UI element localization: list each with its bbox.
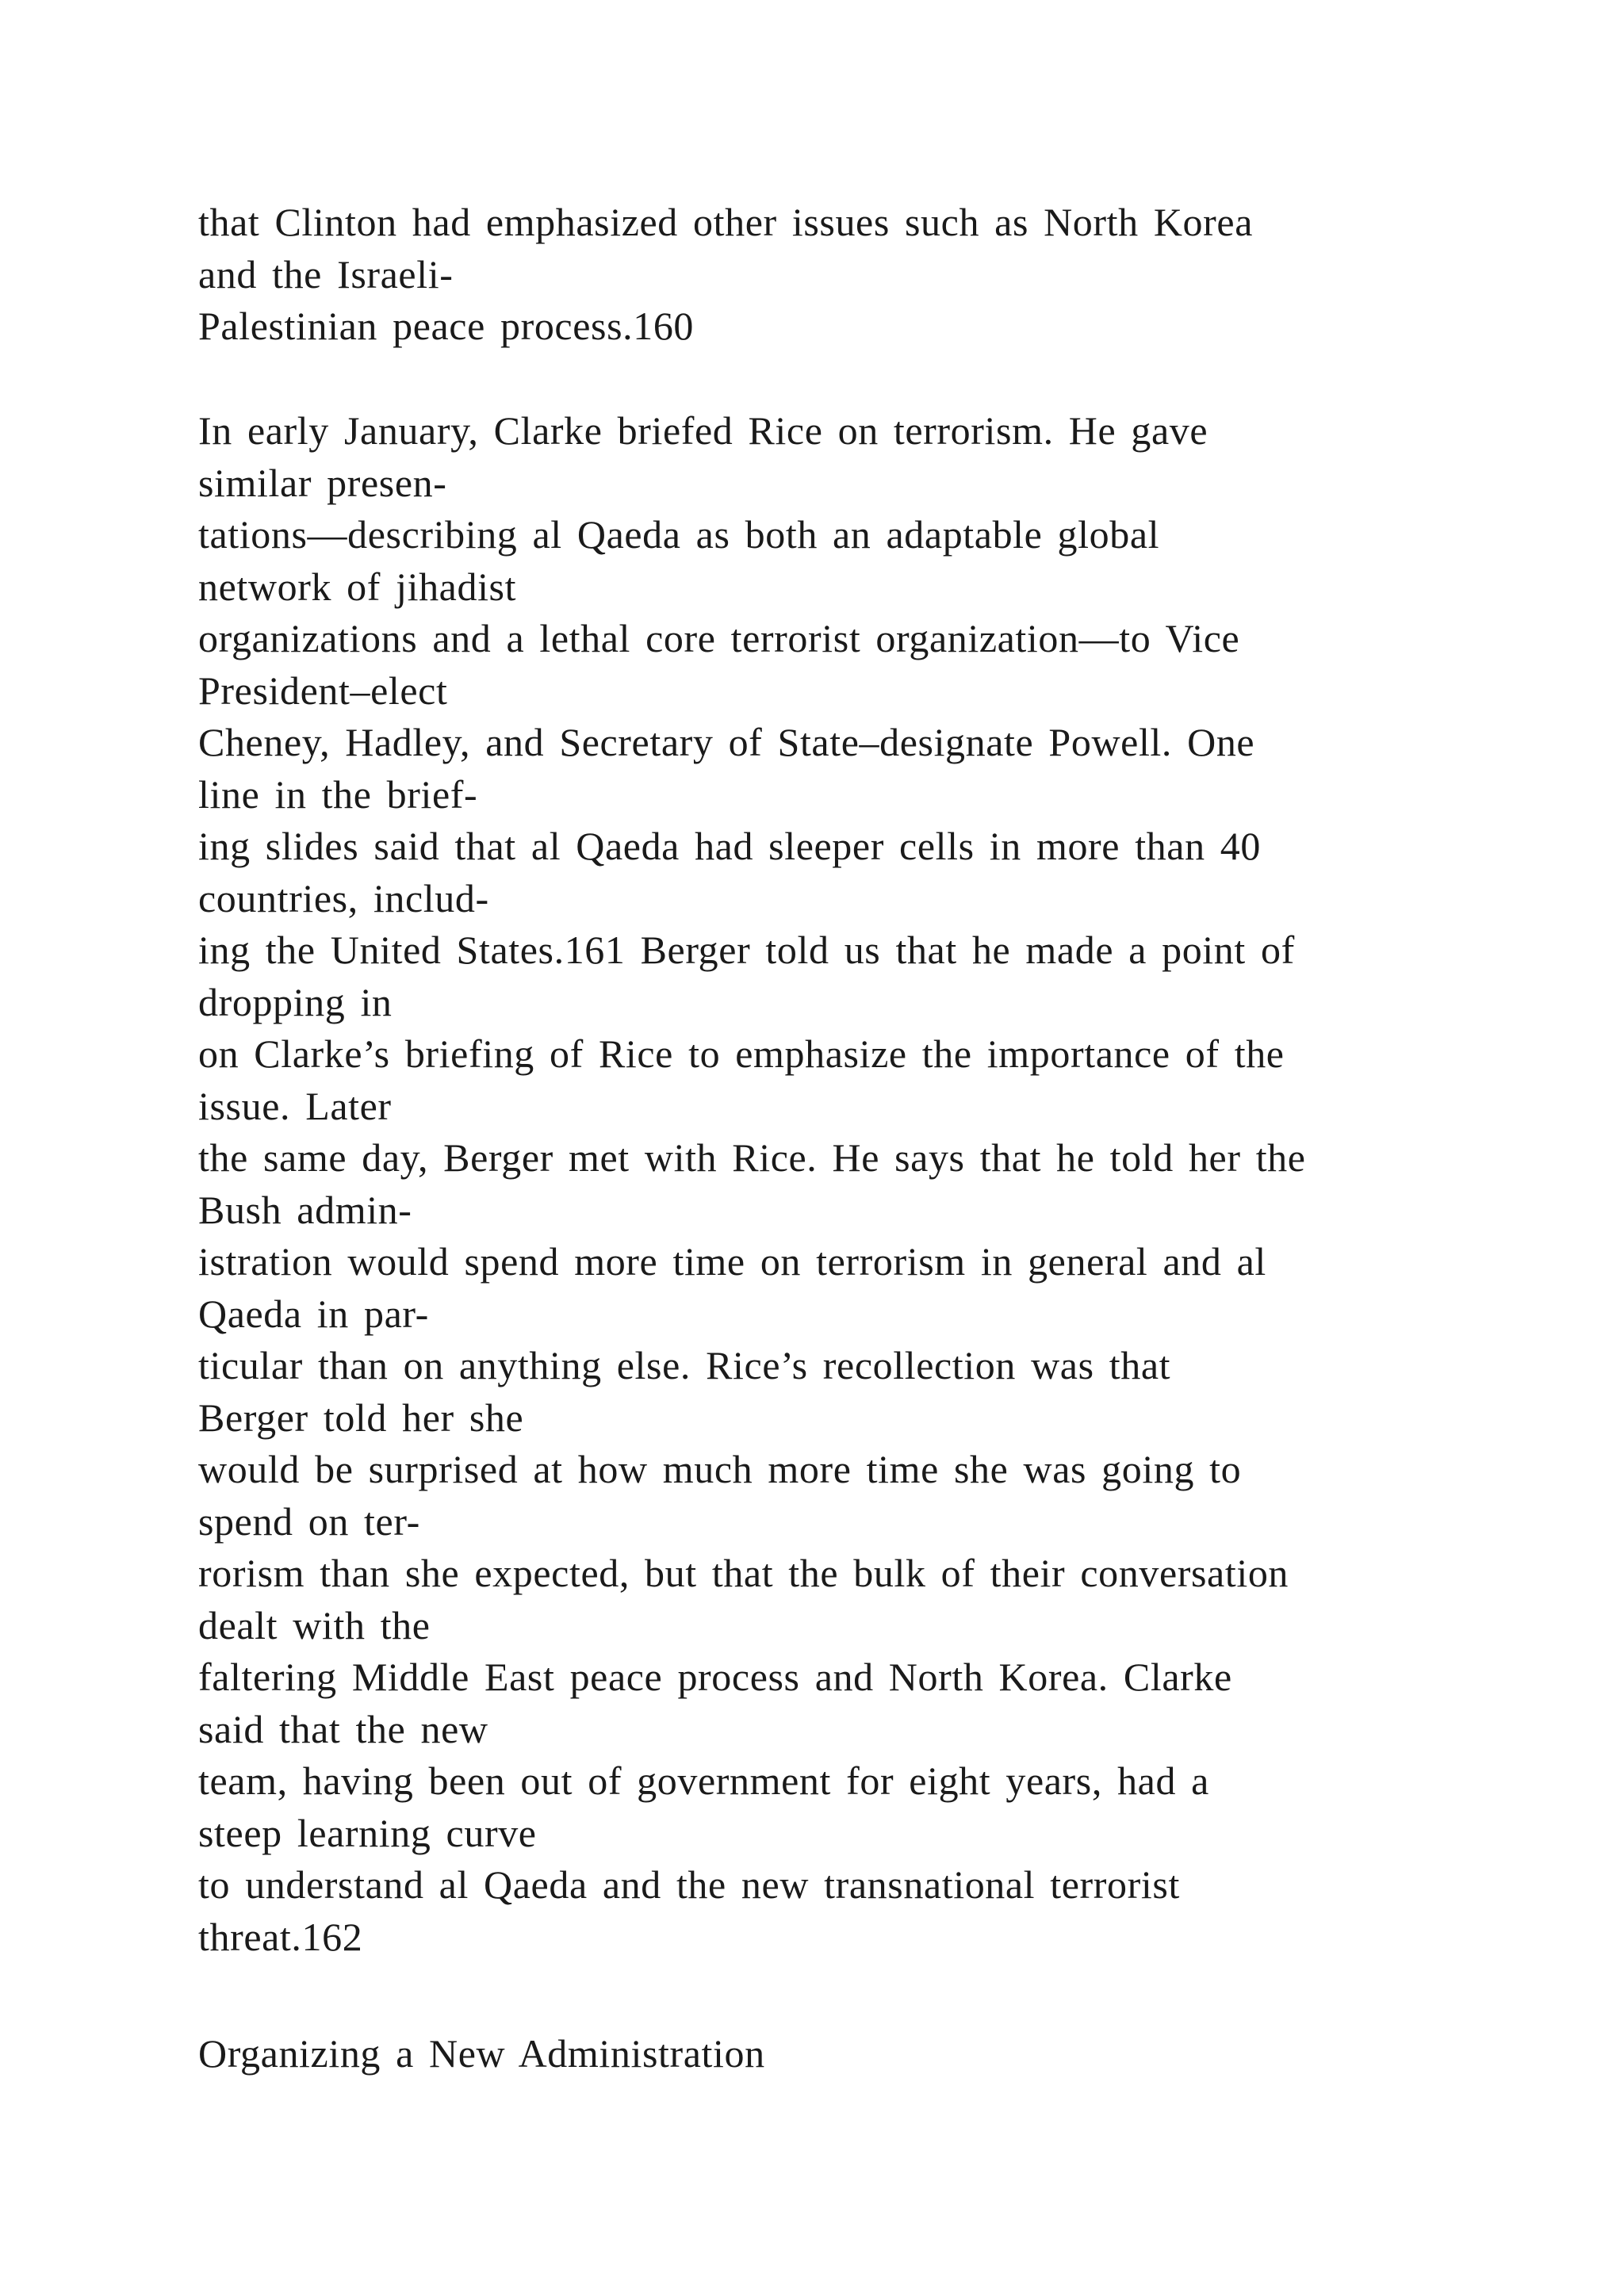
text-line: said that the new: [198, 1706, 488, 1751]
text-line: similar presen-: [198, 460, 447, 505]
text-line: Qaeda in par-: [198, 1291, 429, 1336]
text-line: ticular than on anything else. Rice’s recollection was that: [198, 1343, 1171, 1387]
text-line: Palestinian peace process.160: [198, 304, 695, 348]
text-line: that Clinton had emphasized other issues such as North Korea: [198, 200, 1253, 244]
text-line: steep learning curve: [198, 1810, 537, 1855]
text-line: organizations and a lethal core terrorist organization—to Vice: [198, 616, 1240, 660]
text-line: to understand al Qaeda and the new transnational terrorist: [198, 1862, 1180, 1907]
text-line: network of jihadist: [198, 564, 517, 609]
text-line: line in the brief-: [198, 771, 478, 817]
text-line: countries, includ-: [198, 875, 489, 920]
text-line: rorism than she expected, but that the bulk of their conversation: [198, 1551, 1289, 1595]
text-line: dealt with the: [198, 1602, 431, 1647]
text-line: the same day, Berger met with Rice. He says that he told her the: [198, 1135, 1306, 1180]
text-line: ing the United States.161 Berger told us that he made a point of: [198, 928, 1295, 972]
text-line: In early January, Clarke briefed Rice on terrorism. He gave: [198, 408, 1208, 453]
section-heading: [198, 2028, 1483, 2080]
heading-text: Organizing a New Administration: [198, 2031, 765, 2076]
paragraph-2: [198, 405, 1483, 1963]
text-line: President–elect: [198, 668, 448, 713]
text-line: spend on ter-: [198, 1498, 420, 1544]
text-line: issue. Later: [198, 1083, 392, 1128]
text-line: Cheney, Hadley, and Secretary of State–designate Powell. One: [198, 720, 1255, 764]
text-line: on Clarke’s briefing of Rice to emphasize the importance of the: [198, 1031, 1285, 1076]
text-line: ing slides said that al Qaeda had sleeper cells in more than 40: [198, 824, 1261, 868]
text-line: Berger told her she: [198, 1395, 524, 1440]
text-line: dropping in: [198, 979, 393, 1024]
text-line: tations—describing al Qaeda as both an adaptable global: [198, 512, 1160, 557]
text-line: threat.162: [198, 1914, 363, 1959]
text-line: and the Israeli-: [198, 251, 454, 297]
text-line: team, having been out of government for eight years, had a: [198, 1758, 1209, 1803]
text-line: istration would spend more time on terrorism in general and al: [198, 1239, 1266, 1284]
text-line: would be surprised at how much more time she was going to: [198, 1447, 1242, 1491]
text-line: faltering Middle East peace process and North Korea. Clarke: [198, 1655, 1232, 1699]
paragraph-1: [198, 197, 1483, 353]
text-line: Bush admin-: [198, 1187, 412, 1232]
